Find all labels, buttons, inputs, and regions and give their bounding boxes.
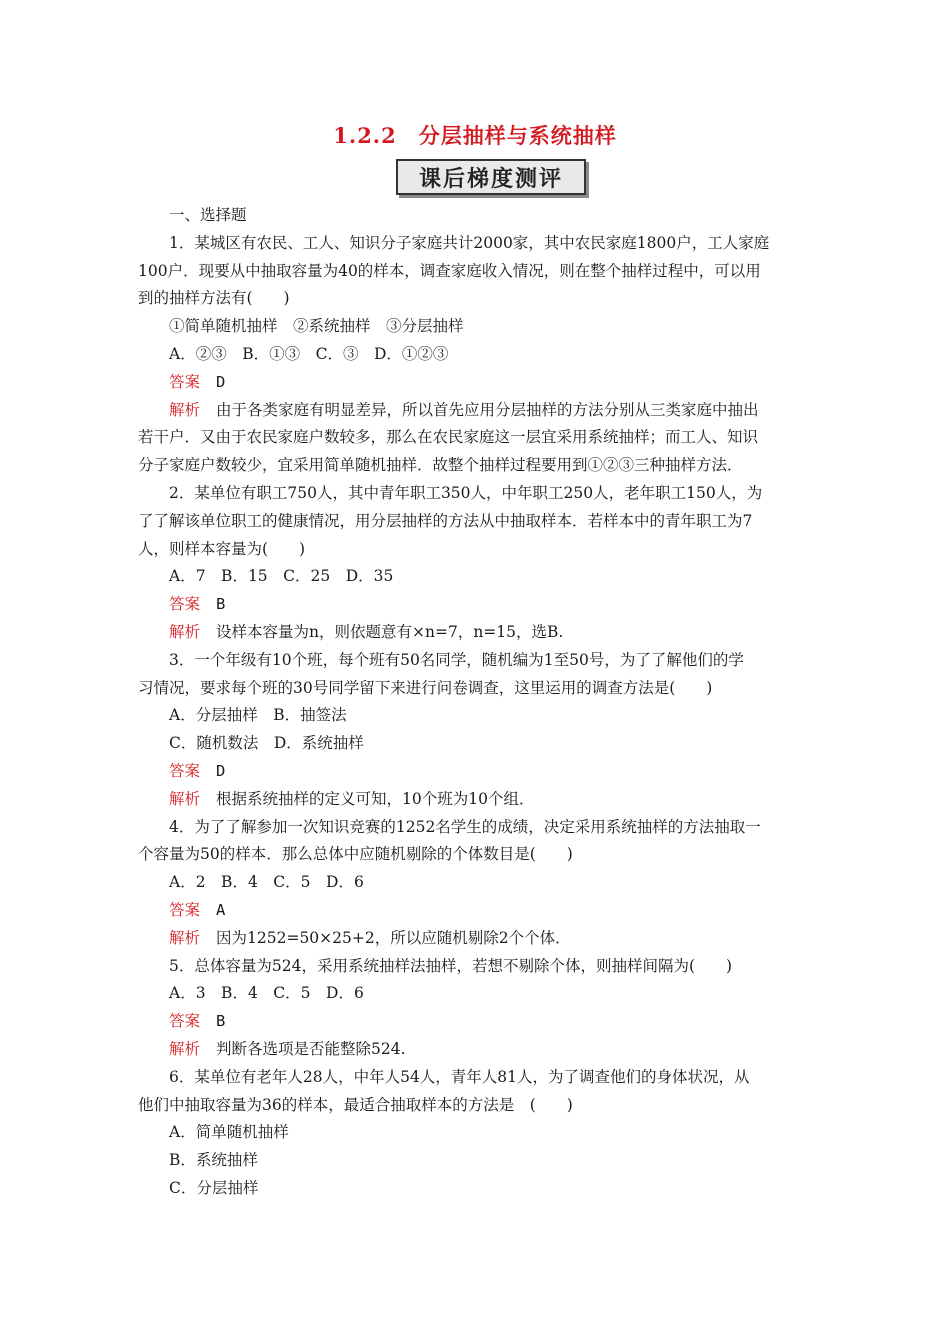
question-options: C．随机数法 D．系统抽样 — [169, 734, 364, 753]
question-stem-line: 个容量为50的样本．那么总体中应随机剔除的个体数目是( ) — [138, 845, 573, 864]
question-stem-line: 他们中抽取容量为36的样本，最适合抽取样本的方法是 ( ) — [138, 1095, 573, 1114]
question-stem-line: 2．某单位有职工750人，其中青年职工350人，中年职工250人，老年职工150人，为 — [169, 483, 763, 502]
analysis-line — [138, 786, 818, 814]
answer-line — [138, 897, 818, 925]
answer-label: 答案 — [169, 595, 201, 614]
question-options: A．2 B．4 C．5 D．6 — [169, 873, 364, 892]
question-options: A．②③ B．①③ C．③ D．①②③ — [169, 344, 449, 363]
section-banner: 课后梯度测评 — [396, 159, 586, 195]
analysis-label: 解析 — [169, 622, 201, 641]
analysis-line — [138, 619, 818, 647]
question-stem-line: 4．为了了解参加一次知识竞赛的1252名学生的成绩，决定采用系统抽样的方法抽取一 — [169, 817, 761, 836]
question-stem-line: 3．一个年级有10个班，每个班有50名同学，随机编为1至50号，为了了解他们的学 — [169, 650, 744, 669]
question-4 — [138, 814, 818, 953]
analysis-text: 根据系统抽样的定义可知，10个班为10个组． — [216, 789, 535, 808]
answer-line — [138, 758, 818, 786]
question-stem-line: 5．总体容量为524，采用系统抽样法抽样，若想不剔除个体，则抽样间隔为( ) — [169, 956, 733, 975]
analysis-line — [138, 925, 818, 953]
answer-line — [138, 369, 818, 397]
question-stem-line: 1．某城区有农民、工人、知识分子家庭共计2000家，其中农民家庭1800户，工人家庭 — [169, 233, 770, 252]
question-option: B．系统抽样 — [169, 1151, 258, 1170]
answer-value: B — [216, 595, 226, 614]
question-1 — [138, 230, 818, 480]
question-options: A．3 B．4 C．5 D．6 — [169, 984, 364, 1003]
question-option: C．分层抽样 — [169, 1178, 259, 1197]
analysis-line — [138, 1036, 818, 1064]
analysis-line — [138, 397, 818, 425]
analysis-label: 解析 — [169, 789, 201, 808]
section-heading: 一、选择题 — [169, 206, 247, 224]
analysis-label: 解析 — [169, 400, 201, 419]
question-stem-line: 6．某单位有老年人28人，中年人54人，青年人81人，为了调查他们的身体状况，从 — [169, 1067, 750, 1086]
question-stem-line: 习情况，要求每个班的30号同学留下来进行问卷调查，这里运用的调查方法是( ) — [138, 678, 713, 697]
question-3 — [138, 647, 818, 814]
analysis-text-line: 若干户．又由于农民家庭户数较多，那么在农民家庭这一层宜采用系统抽样；而工人、知识 — [138, 428, 759, 447]
analysis-text: 判断各选项是否能整除524. — [216, 1039, 406, 1058]
answer-value: A — [216, 900, 226, 919]
answer-label: 答案 — [169, 372, 201, 391]
analysis-text: 因为1252=50×25+2，所以应随机剔除2个个体． — [216, 928, 571, 947]
analysis-label: 解析 — [169, 1039, 201, 1058]
answer-line — [138, 1008, 818, 1036]
answer-value: B — [216, 1012, 226, 1031]
answer-value: D — [216, 372, 226, 391]
analysis-text: 由于各类家庭有明显差异，所以首先应用分层抽样的方法分别从三类家庭中抽出 — [216, 400, 759, 419]
question-options: A．分层抽样 B．抽签法 — [169, 706, 347, 725]
answer-label: 答案 — [169, 1012, 201, 1031]
question-6 — [138, 1064, 818, 1203]
question-option: A．简单随机抽样 — [169, 1123, 289, 1142]
document-body — [138, 202, 818, 1203]
analysis-text-line: 分子家庭户数较少，宜采用简单随机抽样．故整个抽样过程要用到①②③三种抽样方法． — [138, 456, 743, 475]
question-stem-line: 到的抽样方法有( ) — [138, 289, 290, 308]
answer-value: D — [216, 761, 226, 780]
page-title: 1.2.2 分层抽样与系统抽样 — [333, 123, 617, 148]
analysis-text: 设样本容量为n，则依题意有×n=7，n=15，选B. — [216, 622, 564, 641]
question-options: A．7 B．15 C．25 D．35 — [169, 567, 394, 586]
question-stem-line: 人，则样本容量为( ) — [138, 539, 306, 558]
question-stem-line: 了了解该单位职工的健康情况，用分层抽样的方法从中抽取样本．若样本中的青年职工为7 — [138, 511, 753, 530]
question-stem-line: 100户．现要从中抽取容量为40的样本，调查家庭收入情况，则在整个抽样过程中，可以用 — [138, 261, 761, 280]
analysis-label: 解析 — [169, 928, 201, 947]
answer-line — [138, 591, 818, 619]
question-condition-line: ①简单随机抽样 ②系统抽样 ③分层抽样 — [169, 317, 464, 336]
answer-label: 答案 — [169, 900, 201, 919]
question-2 — [138, 480, 818, 647]
question-5 — [138, 953, 818, 1064]
answer-label: 答案 — [169, 761, 201, 780]
